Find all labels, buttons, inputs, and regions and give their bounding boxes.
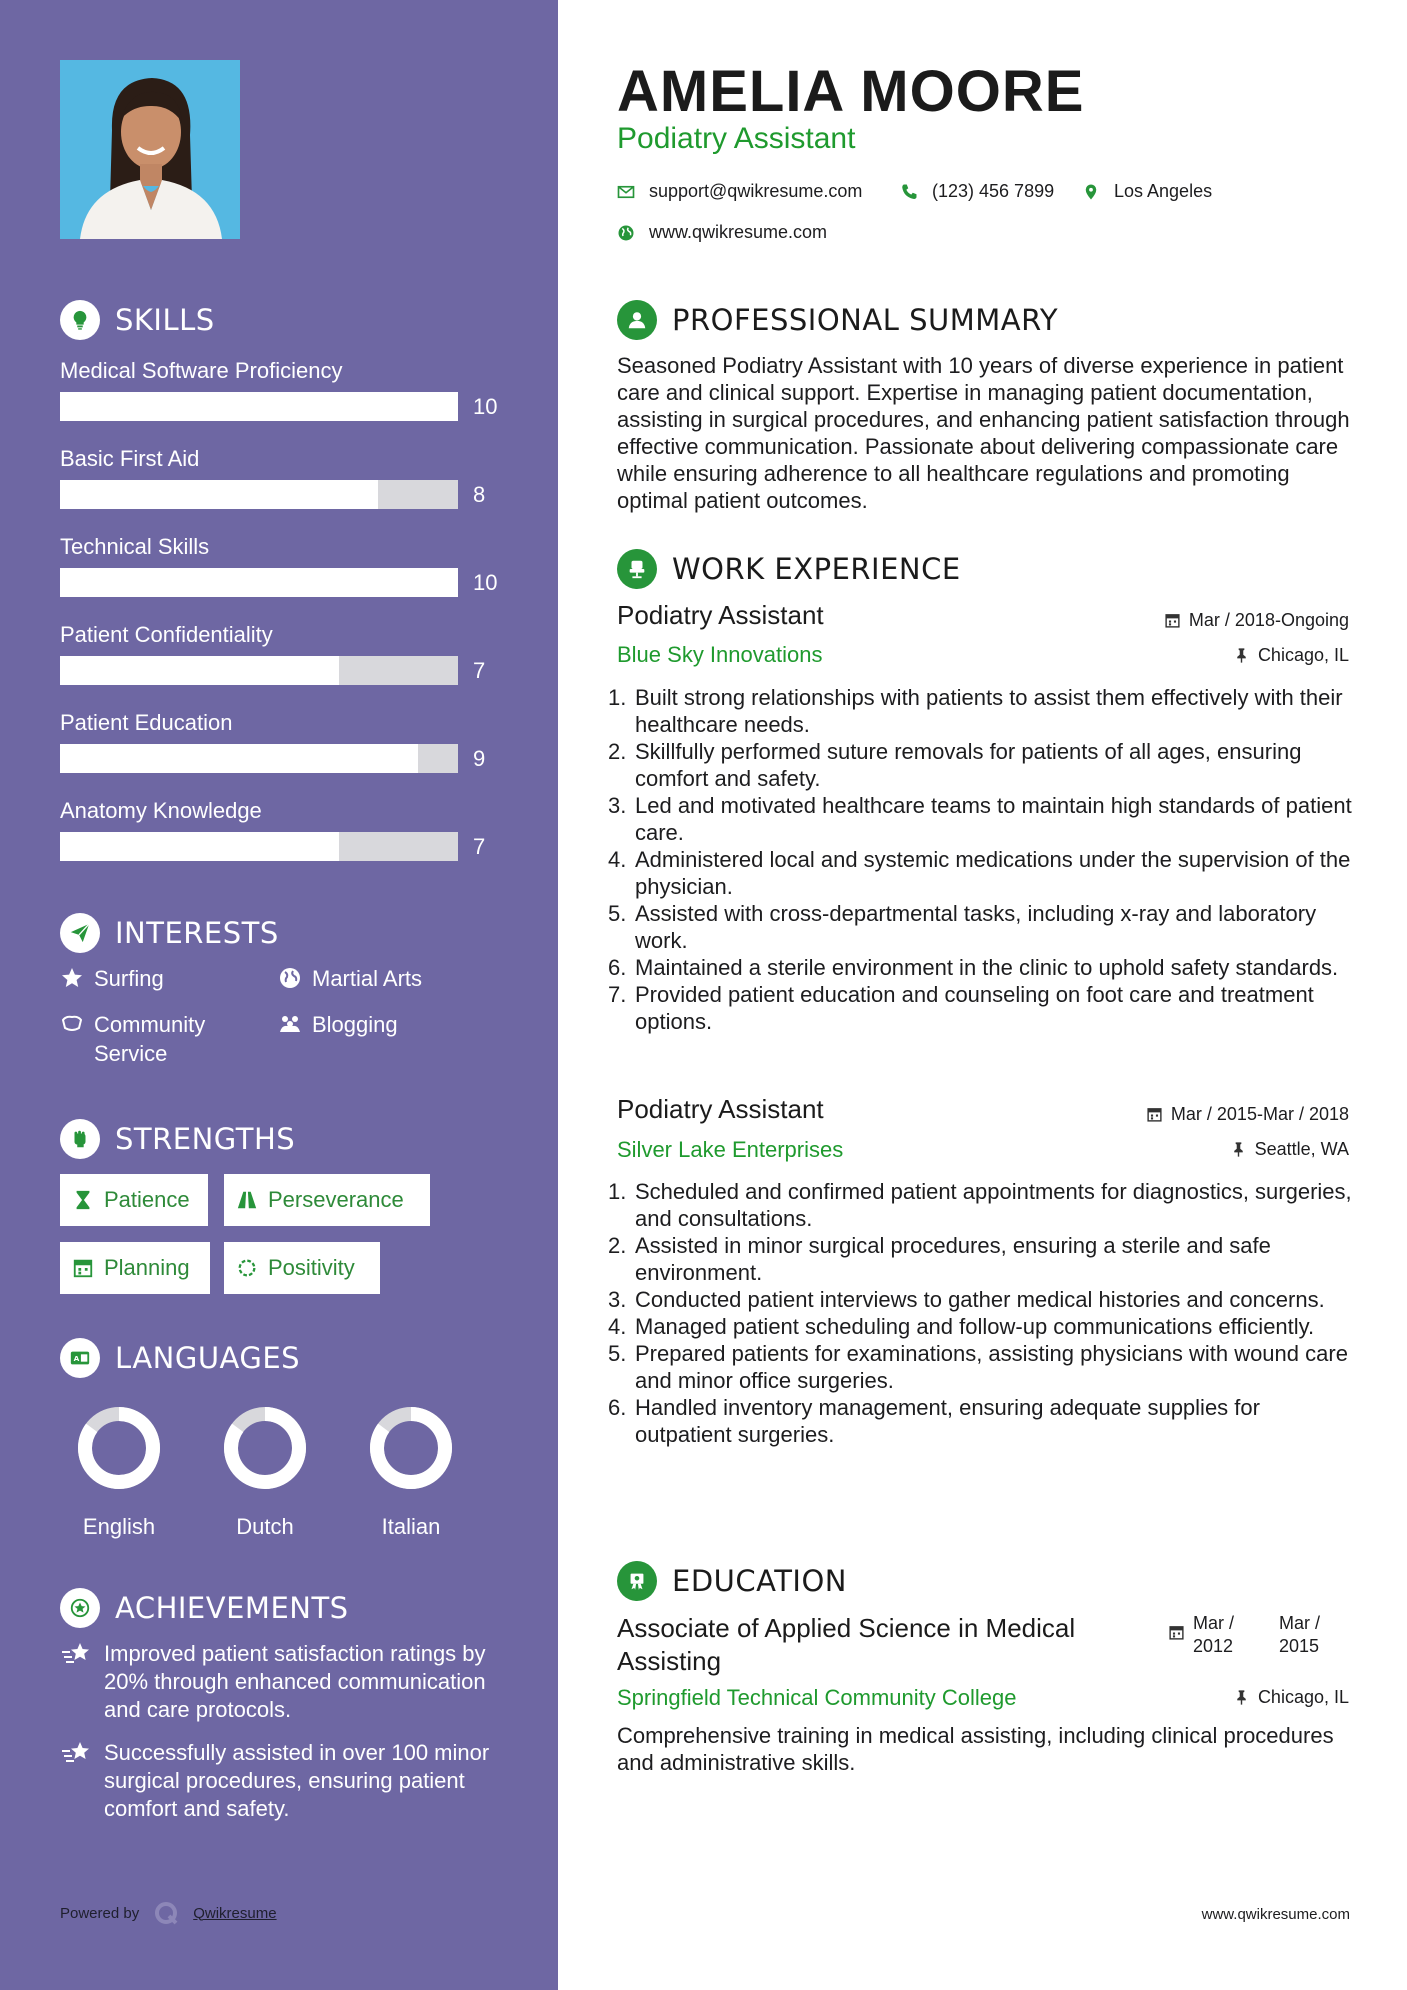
job-bullet <box>608 981 1358 1035</box>
user-icon <box>617 300 657 340</box>
skill-value: 10 <box>473 393 498 419</box>
skill-row <box>60 568 500 597</box>
bullet-number: 2. <box>608 739 627 764</box>
skill-name: Anatomy Knowledge <box>60 798 262 823</box>
education-title: EDUCATION <box>672 1564 848 1598</box>
job-location <box>1233 645 1349 666</box>
bullet-text: Administered local and systemic medications under the supervision of the physician. <box>635 847 1351 899</box>
phone-text[interactable]: (123) 456 7899 <box>932 181 1055 201</box>
skill-bar <box>60 744 458 773</box>
shooting-star-icon <box>60 1739 92 1767</box>
location-contact <box>1082 181 1212 202</box>
pin-icon <box>1233 647 1250 664</box>
calendar-icon <box>1168 1624 1185 1641</box>
languages-heading <box>60 1338 300 1378</box>
strength-tag <box>60 1242 210 1294</box>
job-bullet <box>608 954 1358 981</box>
summary-heading <box>617 300 1058 340</box>
strength-tag <box>224 1242 380 1294</box>
job-bullets <box>608 1178 1358 1448</box>
job-dates-text: Mar / 2015-Mar / 2018 <box>1170 1104 1349 1124</box>
skill-item <box>60 358 500 421</box>
strength-label: Planning <box>104 1255 190 1280</box>
job-bullet <box>608 1313 1358 1340</box>
phone-icon <box>900 183 918 201</box>
skill-bar <box>60 392 458 421</box>
briefcase-chair-icon <box>617 549 657 589</box>
interest-label: Community Service <box>94 1012 206 1066</box>
interest-label: Blogging <box>312 1012 398 1037</box>
bullet-number: 5. <box>608 901 627 926</box>
job-bullet <box>608 1394 1358 1448</box>
skill-bar-fill <box>60 656 339 685</box>
bullet-text: Led and motivated healthcare teams to maintain high standards of patient care. <box>635 793 1352 845</box>
website-text[interactable]: www.qwikresume.com <box>649 222 828 242</box>
interest-label: Martial Arts <box>312 966 423 991</box>
bullet-text: Scheduled and confirmed patient appointments for diagnostics, surgeries, and consultations. <box>635 1179 1352 1231</box>
skill-item <box>60 534 500 597</box>
bullet-text: Assisted in minor surgical procedures, ensuring a sterile and safe environment. <box>635 1233 1271 1285</box>
powered-by <box>60 1900 277 1926</box>
language-item <box>64 1400 174 1540</box>
skill-bar <box>60 568 458 597</box>
bullet-number: 5. <box>608 1341 627 1366</box>
education-dates <box>1168 1612 1347 1658</box>
bullet-number: 3. <box>608 793 627 818</box>
portrait-illustration <box>60 60 240 239</box>
language-name: Dutch <box>236 1514 294 1539</box>
job-location <box>1230 1139 1349 1160</box>
shooting-star-icon <box>60 1640 92 1668</box>
skill-name: Technical Skills <box>60 534 210 559</box>
bullet-number: 6. <box>608 1395 627 1420</box>
summary-title: PROFESSIONAL SUMMARY <box>672 303 1059 337</box>
job-title: Podiatry Assistant <box>617 600 824 630</box>
job-bullet <box>608 1178 1358 1232</box>
achievement-text: Improved patient satisfaction ratings by 20% through enhanced communication and care protocols. <box>104 1641 486 1722</box>
job-bullet <box>608 684 1358 738</box>
skill-row <box>60 744 500 773</box>
education-location <box>1233 1687 1349 1708</box>
fist-icon <box>60 1119 100 1159</box>
skill-bar <box>60 656 458 685</box>
education-location-text: Chicago, IL <box>1257 1687 1349 1707</box>
job-bullet <box>608 900 1358 954</box>
skills-heading <box>60 300 215 340</box>
job-title: Podiatry Assistant <box>617 1094 824 1124</box>
skill-bar-fill <box>60 480 378 509</box>
qwikresume-logo-icon <box>153 1900 179 1926</box>
interest-item <box>278 964 422 993</box>
calendar-icon <box>1164 612 1181 629</box>
skill-row <box>60 392 500 421</box>
interests-heading <box>60 913 279 953</box>
job-bullet <box>608 1232 1358 1286</box>
candidate-role: Podiatry Assistant <box>617 122 856 155</box>
bullet-text: Assisted with cross-departmental tasks, including x-ray and laboratory work. <box>635 901 1317 953</box>
languages-title: LANGUAGES <box>115 1341 301 1375</box>
skill-name: Patient Education <box>60 710 233 735</box>
candidate-name: AMELIA MOORE <box>617 59 1085 124</box>
skill-bar-fill <box>60 568 458 597</box>
skill-bar-fill <box>60 744 418 773</box>
language-name: English <box>82 1514 156 1539</box>
skill-item <box>60 622 500 685</box>
skills-title: SKILLS <box>115 303 215 337</box>
envelope-icon <box>617 183 635 201</box>
job-company: Blue Sky Innovations <box>617 642 823 667</box>
skill-item <box>60 446 500 509</box>
location-text: Los Angeles <box>1114 181 1213 201</box>
experience-title: WORK EXPERIENCE <box>672 552 961 586</box>
skill-row <box>60 832 500 861</box>
powered-by-label: Powered by <box>60 1904 140 1922</box>
graduation-icon <box>617 1561 657 1601</box>
strengths-title: STRENGTHS <box>115 1122 296 1156</box>
bullet-number: 1. <box>608 685 627 710</box>
bullet-text: Maintained a sterile environment in the clinic to uphold safety standards. <box>635 955 1339 980</box>
achievement-text: Successfully assisted in over 100 minor surgical procedures, ensuring patient comfort and safety. <box>104 1740 490 1821</box>
bullet-number: 3. <box>608 1287 627 1312</box>
bullet-text: Skillfully performed suture removals for patients of all ages, ensuring comfort and safety. <box>635 739 1302 791</box>
email-contact <box>617 181 862 202</box>
language-name: Italian <box>381 1514 441 1539</box>
skill-item <box>60 710 500 773</box>
strength-tag <box>60 1174 208 1226</box>
strength-label: Positivity <box>268 1255 355 1280</box>
calendar-icon <box>72 1257 94 1279</box>
skill-bar <box>60 832 458 861</box>
bullet-text: Prepared patients for examinations, assisting physicians with wound care and minor office surgeries. <box>635 1341 1348 1393</box>
paper-plane-icon <box>60 913 100 953</box>
hand-icon <box>60 1012 84 1036</box>
skill-row <box>60 656 500 685</box>
circle-notch-icon <box>236 1257 258 1279</box>
language-item <box>210 1400 320 1540</box>
award-icon <box>60 1588 100 1628</box>
strength-tag <box>224 1174 430 1226</box>
globe-icon <box>278 966 302 990</box>
email-text[interactable]: support@qwikresume.com <box>649 181 863 201</box>
achievement-item <box>60 1739 500 1823</box>
skill-value: 7 <box>473 657 486 683</box>
strengths-heading <box>60 1119 295 1159</box>
skill-value: 9 <box>473 745 486 771</box>
interest-label: Surfing <box>94 966 164 991</box>
website-contact <box>617 222 827 243</box>
job-dates-text: Mar / 2018-Ongoing <box>1188 610 1349 630</box>
job-location-text: Seattle, WA <box>1254 1139 1349 1159</box>
bullet-text: Conducted patient interviews to gather medical histories and concerns. <box>635 1287 1325 1312</box>
footer-website[interactable]: www.qwikresume.com <box>1201 1906 1350 1923</box>
skill-value: 10 <box>473 569 498 595</box>
school-name: Springfield Technical Community College <box>617 1685 1017 1710</box>
education-description: Comprehensive training in medical assisting, including clinical procedures and administrative skills. <box>617 1723 1334 1775</box>
bullet-number: 7. <box>608 982 627 1007</box>
bullet-text: Provided patient education and counseling on foot care and treatment options. <box>635 982 1314 1034</box>
pin-icon <box>1233 1689 1250 1706</box>
job-dates <box>1146 1104 1349 1125</box>
skill-bar-fill <box>60 392 458 421</box>
language-item <box>356 1400 466 1540</box>
bullet-number: 1. <box>608 1179 627 1204</box>
pin-icon <box>1230 1141 1247 1158</box>
globe-icon <box>617 224 635 242</box>
achievements-title: ACHIEVEMENTS <box>115 1591 349 1625</box>
education-end: Mar / 2015 <box>1279 1613 1321 1656</box>
strength-label: Patience <box>104 1187 190 1212</box>
interest-item <box>60 1010 250 1068</box>
skill-item <box>60 798 500 861</box>
skill-name: Patient Confidentiality <box>60 622 273 647</box>
language-ring <box>363 1400 459 1496</box>
degree-title: Associate of Applied Science in Medical Assisting <box>617 1613 1076 1676</box>
svg-text:A: A <box>73 1354 80 1364</box>
achievements-heading <box>60 1588 349 1628</box>
job-bullet <box>608 1340 1358 1394</box>
job-bullets <box>608 684 1358 1035</box>
map-marker-icon <box>1082 183 1100 201</box>
skill-bar-fill <box>60 832 339 861</box>
calendar-icon <box>1146 1106 1163 1123</box>
skill-row <box>60 480 500 509</box>
skill-name: Basic First Aid <box>60 446 200 471</box>
education-heading <box>617 1561 847 1601</box>
language-icon <box>60 1338 100 1378</box>
bullet-number: 2. <box>608 1233 627 1258</box>
summary-text: Seasoned Podiatry Assistant with 10 years of diverse experience in patient care and clinical support. Expertise in managing patient documentation, assisting in surgical procedures, and enhancing patient satisfaction through effective communication. Passionate about delivering compassionate care while ensuring adherence to all healthcare regulations and promoting optimal patient outcomes. <box>617 353 1350 513</box>
bullet-number: 4. <box>608 1314 627 1339</box>
interest-item <box>60 964 164 993</box>
job-bullet <box>608 1286 1358 1313</box>
job-bullet <box>608 738 1358 792</box>
language-ring <box>71 1400 167 1496</box>
experience-heading <box>617 549 961 589</box>
education-start: Mar / 2012 <box>1193 1613 1235 1656</box>
skill-value: 8 <box>473 481 486 507</box>
job-dates <box>1164 610 1349 631</box>
skill-bar <box>60 480 458 509</box>
hourglass-icon <box>72 1189 94 1211</box>
bullet-text: Managed patient scheduling and follow-up communications efficiently. <box>635 1314 1315 1339</box>
job-bullet <box>608 792 1358 846</box>
people-icon <box>278 1012 302 1036</box>
interests-title: INTERESTS <box>115 916 279 950</box>
job-location-text: Chicago, IL <box>1257 645 1349 665</box>
strength-label: Perseverance <box>268 1187 404 1212</box>
star-icon <box>60 966 84 990</box>
interest-item <box>278 1010 398 1039</box>
achievement-item <box>60 1640 500 1724</box>
skill-name: Medical Software Proficiency <box>60 358 343 383</box>
sidebar <box>0 0 558 1990</box>
language-ring <box>217 1400 313 1496</box>
bullet-number: 6. <box>608 955 627 980</box>
job-company: Silver Lake Enterprises <box>617 1137 844 1162</box>
bullet-text: Handled inventory management, ensuring adequate supplies for outpatient surgeries. <box>635 1395 1260 1447</box>
job-bullet <box>608 846 1358 900</box>
bullet-text: Built strong relationships with patients to assist them effectively with their healthcare needs. <box>635 685 1343 737</box>
bullet-number: 4. <box>608 847 627 872</box>
phone-contact <box>900 181 1054 202</box>
road-icon <box>236 1189 258 1211</box>
lightbulb-icon <box>60 300 100 340</box>
qwikresume-link[interactable]: Qwikresume <box>193 1904 277 1922</box>
skill-value: 7 <box>473 833 486 859</box>
profile-photo <box>60 60 240 239</box>
